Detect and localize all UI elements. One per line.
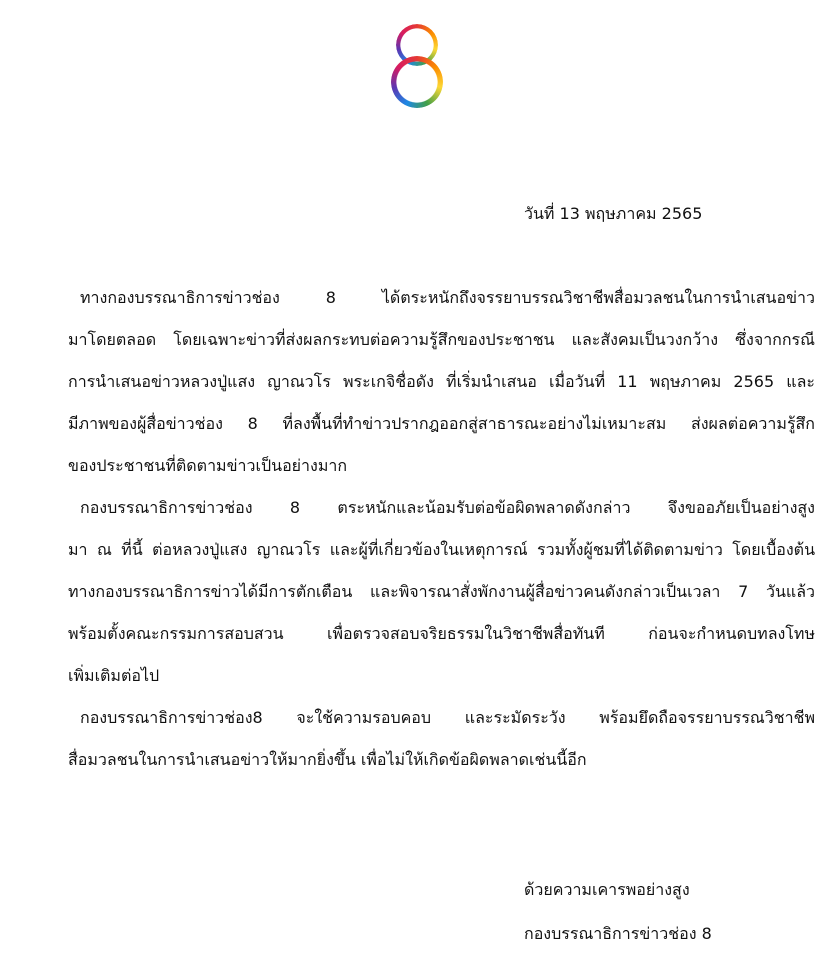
paragraph-2-line-4: พร้อมตั้งคณะกรรมการสอบสวน เพื่อตรวจสอบจริยธรรมในวิชาชีพสื่อทันที ก่อนจะกำหนดบทลงโทษ — [68, 624, 815, 643]
paragraph-3-line-1: กองบรรณาธิการข่าวช่อง8 จะใช้ความรอบคอบ และระมัดระวัง พร้อมยึดถือจรรยาบรรณวิชาชีพ — [80, 708, 815, 727]
paragraph-2-line-1: กองบรรณาธิการข่าวช่อง 8 ตระหนักและน้อมรับต่อข้อผิดพลาดดังกล่าว จึงขออภัยเป็นอย่างสูง — [80, 498, 815, 517]
channel-8-logo — [388, 22, 448, 112]
document-date: วันที่ 13 พฤษภาคม 2565 — [524, 204, 703, 223]
closing-salutation: ด้วยความเคารพอย่างสูง — [524, 880, 690, 899]
paragraph-1-line-1: ทางกองบรรณาธิการข่าวช่อง 8 ได้ตระหนักถึงจรรยาบรรณวิชาชีพสื่อมวลชนในการนำเสนอข่าว — [80, 288, 815, 307]
paragraph-3-line-2: สื่อมวลชนในการนำเสนอข่าวให้มากยิ่งขึ้น เพื่อไม่ให้เกิดข้อผิดพลาดเช่นนี้อีก — [68, 750, 587, 769]
paragraph-2-line-5: เพิ่มเติมต่อไป — [68, 666, 160, 685]
paragraph-1-line-4: มีภาพของผู้สื่อข่าวช่อง 8 ที่ลงพื้นที่ทำข่าวปรากฎออกสู่สาธารณะอย่างไม่เหมาะสม ส่งผลต่อความรู้สึก — [68, 414, 815, 433]
paragraph-1-line-2: มาโดยตลอด โดยเฉพาะข่าวที่ส่งผลกระทบต่อความรู้สึกของประชาชน และสังคมเป็นวงกว้าง ซึ่งจากกรณี — [68, 330, 815, 349]
paragraph-1-line-5: ของประชาชนที่ติดตามข่าวเป็นอย่างมาก — [68, 456, 348, 475]
signature: กองบรรณาธิการข่าวช่อง 8 — [524, 924, 712, 943]
paragraph-1-line-3: การนำเสนอข่าวหลวงปู่แสง ญาณวโร พระเกจิชื่อดัง ที่เริ่มนำเสนอ เมื่อวันที่ 11 พฤษภาคม 2565 และ — [68, 372, 815, 391]
paragraph-2-line-2: มา ณ ที่นี้ ต่อหลวงปู่แสง ญาณวโร และผู้ที่เกี่ยวข้องในเหตุการณ์ รวมทั้งผู้ชมที่ได้ติดตามข่าว โดยเบื้องต้น — [68, 540, 815, 559]
paragraph-2-line-3: ทางกองบรรณาธิการข่าวได้มีการตักเตือน และพิจารณาสั่งพักงานผู้สื่อข่าวคนดังกล่าวเป็นเวลา 7 วันแล้ว — [68, 582, 815, 601]
logo-bottom-ring — [391, 56, 443, 108]
